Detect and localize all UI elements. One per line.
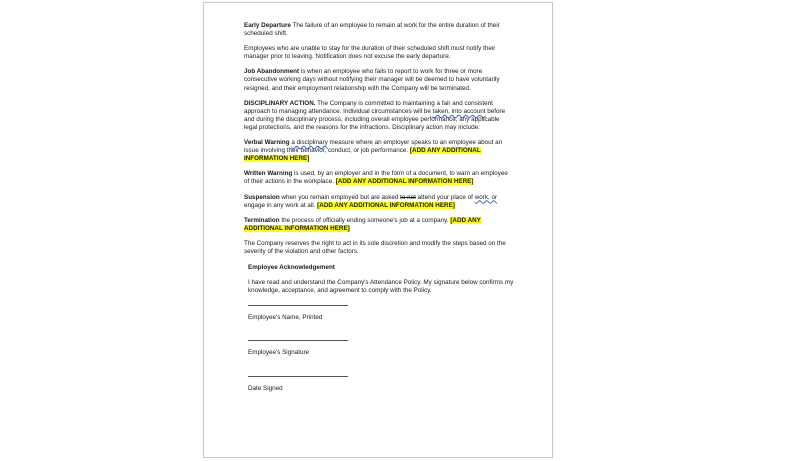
early-departure-paragraph	[244, 22, 514, 38]
signature-block	[248, 305, 514, 392]
suspension-paragraph	[244, 194, 514, 210]
tracked-deletion[interactable]: to not	[400, 193, 416, 201]
verbal-warning-term: Verbal Warning	[244, 139, 290, 147]
date-label: Date Signed	[248, 384, 283, 392]
suspension-text-c: engage in any work at all.	[244, 201, 318, 209]
disciplinary-text-b: before and during the disciplinary process, including overall employee performance, any applicable legal protections, and the reasons for the infractions. Disciplinary action may include:	[244, 107, 506, 131]
early-departure-note: Employees who are unable to stay for the duration of their scheduled shift must notify their manager prior to leaving. Notification does not excuse the early departure.	[244, 45, 496, 61]
date-signature-line[interactable]	[248, 376, 348, 377]
job-abandonment-paragraph	[244, 68, 514, 92]
termination-term: Termination	[244, 216, 280, 224]
termination-paragraph	[244, 217, 514, 233]
acknowledgement-statement: I have read and understand the Company's Attendance Policy. My signature below confirms my knowledge, acceptance, and agreement to comply with the Policy.	[248, 279, 514, 295]
acknowledgement-title: Employee Acknowledgement	[248, 264, 335, 272]
placeholder-highlight: [ADD ANY ADDITIONAL INFORMATION HERE]	[317, 201, 455, 209]
name-label: Employee's Name, Printed	[248, 314, 323, 322]
signature-line[interactable]	[248, 340, 348, 341]
document-content	[244, 22, 514, 401]
signature-label: Employee's Signature	[248, 349, 310, 357]
written-warning-term: Written Warning	[244, 170, 293, 178]
disciplinary-action-term: DISCIPLINARY ACTION.	[244, 99, 316, 107]
verbal-warning-text: measure where an employer speaks to an employee about an issue involving their behavior, conduct, or job performance.	[244, 139, 503, 155]
suspension-text-b: attend your place of	[415, 193, 475, 201]
placeholder-highlight: [ADD ANY ADDITIONAL INFORMATION HERE]	[244, 216, 481, 232]
written-warning-paragraph	[244, 170, 514, 186]
disciplinary-action-paragraph	[244, 100, 514, 132]
verbal-warning-paragraph	[244, 139, 514, 163]
placeholder-highlight: [ADD ANY ADDITIONAL INFORMATION HERE]	[244, 147, 481, 163]
grammar-flag[interactable]: work, or	[474, 193, 498, 201]
reserves-paragraph: The Company reserves the right to act in its sole discretion and modify the steps based on the severity of the violation and other factors.	[244, 239, 506, 255]
document-page	[203, 2, 553, 458]
suspension-text-a: when you remain employed but are asked	[279, 193, 401, 201]
job-abandonment-definition: is when an employee who fails to report to work for three or more consecutive working days without notifying their manager will be deemed to have voluntarily resigned, and their employment relationship with the Company will be terminated.	[244, 68, 500, 92]
grammar-flag[interactable]: taken, into account	[432, 107, 486, 115]
disciplinary-text-a: The Company is committed to maintaining a fair and consistent approach to managing attendance. Individual circumstances will be	[244, 99, 493, 115]
grammar-flag[interactable]: a disciplinary	[291, 139, 328, 147]
job-abandonment-term: Job Abandonment	[244, 68, 300, 76]
name-signature-line[interactable]	[248, 305, 348, 306]
early-departure-term: Early Departure	[244, 22, 291, 29]
acknowledgement-section	[248, 264, 514, 393]
placeholder-highlight: [ADD ANY ADDITIONAL INFORMATION HERE]	[335, 178, 474, 186]
early-departure-definition: The failure of an employee to remain at work for the entire duration of their scheduled shift.	[244, 22, 500, 38]
termination-text: the process of officially ending someone's job at a company.	[279, 216, 451, 224]
written-warning-text: is used, by an employer and in the form of a document, to warn an employee of their actions in the workplace.	[244, 170, 508, 186]
suspension-term: Suspension	[244, 193, 280, 201]
